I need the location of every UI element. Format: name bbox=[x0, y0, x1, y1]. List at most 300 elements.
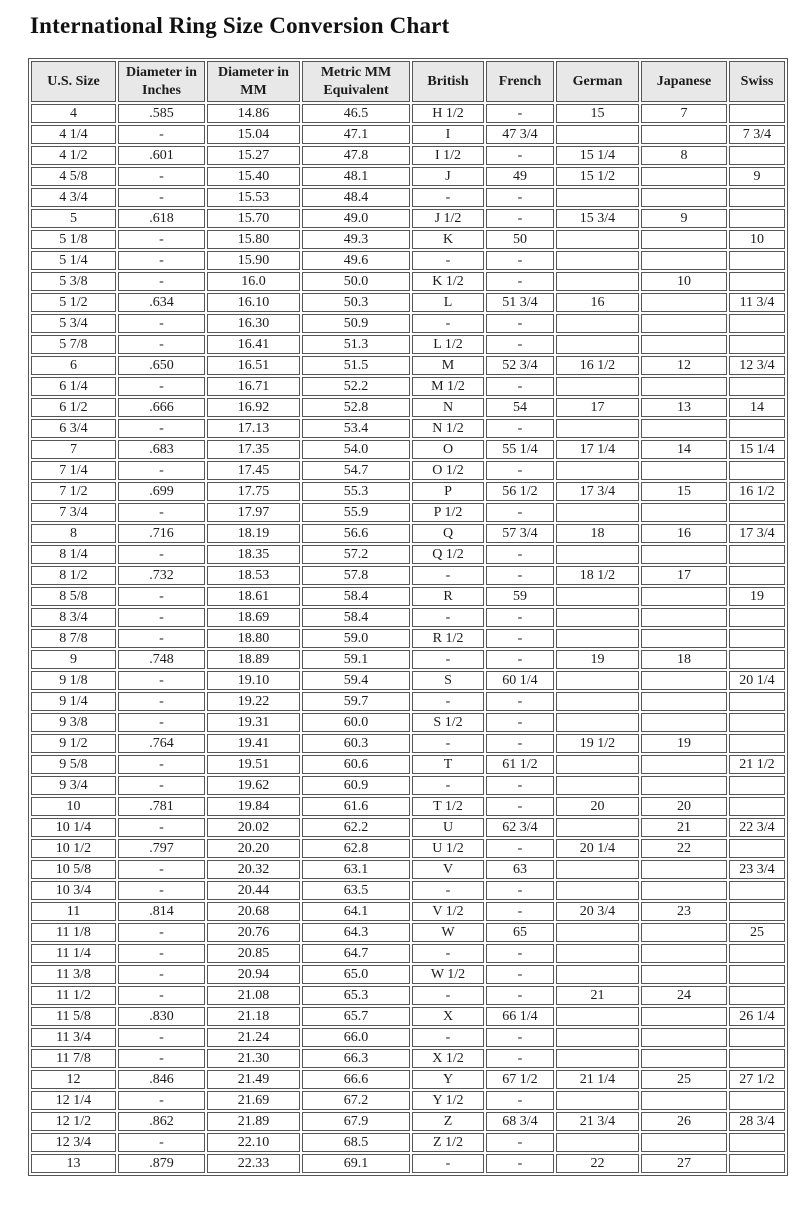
table-row bbox=[31, 1112, 785, 1131]
table-cell: 20.76 bbox=[207, 923, 300, 942]
table-cell: 21 bbox=[641, 818, 727, 837]
table-cell: 15.70 bbox=[207, 209, 300, 228]
table-cell: - bbox=[412, 881, 484, 900]
table-cell: 52 3/4 bbox=[486, 356, 554, 375]
table-cell: 27 bbox=[641, 1154, 727, 1173]
column-header-german: German bbox=[556, 61, 639, 102]
table-cell: - bbox=[118, 251, 205, 270]
table-cell: 17.97 bbox=[207, 503, 300, 522]
table-cell: 27 1/2 bbox=[729, 1070, 785, 1089]
table-cell: 20.85 bbox=[207, 944, 300, 963]
table-cell: - bbox=[486, 629, 554, 648]
table-row bbox=[31, 356, 785, 375]
table-cell: 18.53 bbox=[207, 566, 300, 585]
table-cell: 6 1/2 bbox=[31, 398, 116, 417]
table-cell: 28 3/4 bbox=[729, 1112, 785, 1131]
table-row bbox=[31, 944, 785, 963]
table-cell: 17 bbox=[556, 398, 639, 417]
ring-size-table-container bbox=[28, 58, 775, 1176]
table-row bbox=[31, 881, 785, 900]
table-cell: 7 3/4 bbox=[31, 503, 116, 522]
table-cell: - bbox=[486, 566, 554, 585]
table-cell: 18.80 bbox=[207, 629, 300, 648]
table-cell: 66.3 bbox=[302, 1049, 410, 1068]
table-cell: - bbox=[486, 209, 554, 228]
table-cell bbox=[641, 335, 727, 354]
table-row bbox=[31, 629, 785, 648]
table-cell: K bbox=[412, 230, 484, 249]
table-cell bbox=[641, 692, 727, 711]
table-cell bbox=[729, 1049, 785, 1068]
table-cell: 19.31 bbox=[207, 713, 300, 732]
table-cell: - bbox=[486, 797, 554, 816]
table-cell bbox=[729, 1091, 785, 1110]
table-cell: 17.13 bbox=[207, 419, 300, 438]
table-row bbox=[31, 419, 785, 438]
table-cell: - bbox=[412, 944, 484, 963]
table-cell bbox=[641, 314, 727, 333]
table-cell: 5 bbox=[31, 209, 116, 228]
table-cell: 49.3 bbox=[302, 230, 410, 249]
table-cell: 17.75 bbox=[207, 482, 300, 501]
table-cell: - bbox=[412, 608, 484, 627]
table-cell: 19 bbox=[729, 587, 785, 606]
table-cell bbox=[556, 125, 639, 144]
table-cell: 67.9 bbox=[302, 1112, 410, 1131]
table-cell: 20.02 bbox=[207, 818, 300, 837]
table-cell: 9 3/4 bbox=[31, 776, 116, 795]
table-cell: Z bbox=[412, 1112, 484, 1131]
table-cell: 20 bbox=[556, 797, 639, 816]
table-cell: - bbox=[118, 1028, 205, 1047]
table-cell: 25 bbox=[641, 1070, 727, 1089]
table-row bbox=[31, 902, 785, 921]
table-row bbox=[31, 713, 785, 732]
table-cell: 67 1/2 bbox=[486, 1070, 554, 1089]
table-cell: 20 1/4 bbox=[556, 839, 639, 858]
table-cell bbox=[641, 881, 727, 900]
table-cell: 22.33 bbox=[207, 1154, 300, 1173]
table-cell bbox=[556, 251, 639, 270]
header-row bbox=[31, 61, 785, 102]
table-row bbox=[31, 755, 785, 774]
table-cell: 18 1/2 bbox=[556, 566, 639, 585]
table-cell: .732 bbox=[118, 566, 205, 585]
table-cell bbox=[556, 692, 639, 711]
table-cell: 15 3/4 bbox=[556, 209, 639, 228]
table-cell bbox=[556, 503, 639, 522]
table-cell bbox=[556, 314, 639, 333]
table-cell: - bbox=[412, 734, 484, 753]
table-cell: - bbox=[486, 503, 554, 522]
table-cell: 19.41 bbox=[207, 734, 300, 753]
table-cell: - bbox=[412, 314, 484, 333]
column-header-british: British bbox=[412, 61, 484, 102]
table-cell: 57.2 bbox=[302, 545, 410, 564]
table-cell: 13 bbox=[31, 1154, 116, 1173]
table-cell: - bbox=[486, 902, 554, 921]
table-cell: 48.4 bbox=[302, 188, 410, 207]
table-cell bbox=[641, 587, 727, 606]
table-cell bbox=[641, 461, 727, 480]
table-cell: N bbox=[412, 398, 484, 417]
table-cell: 55 1/4 bbox=[486, 440, 554, 459]
table-cell bbox=[556, 188, 639, 207]
table-cell: 19.62 bbox=[207, 776, 300, 795]
table-cell: 58.4 bbox=[302, 608, 410, 627]
table-cell: 51.5 bbox=[302, 356, 410, 375]
table-cell: 51 3/4 bbox=[486, 293, 554, 312]
table-cell bbox=[556, 461, 639, 480]
table-cell: 22 bbox=[641, 839, 727, 858]
table-cell: 65.0 bbox=[302, 965, 410, 984]
table-cell: 20.44 bbox=[207, 881, 300, 900]
table-cell: 48.1 bbox=[302, 167, 410, 186]
table-cell: - bbox=[412, 650, 484, 669]
table-cell: - bbox=[486, 188, 554, 207]
table-cell bbox=[729, 272, 785, 291]
table-cell: - bbox=[118, 818, 205, 837]
table-cell bbox=[729, 713, 785, 732]
table-cell: 53.4 bbox=[302, 419, 410, 438]
table-cell: 4 3/4 bbox=[31, 188, 116, 207]
table-cell: 22 bbox=[556, 1154, 639, 1173]
table-cell: 8 bbox=[31, 524, 116, 543]
table-cell: 5 1/8 bbox=[31, 230, 116, 249]
table-cell bbox=[641, 419, 727, 438]
table-cell: L 1/2 bbox=[412, 335, 484, 354]
table-row bbox=[31, 377, 785, 396]
table-cell: 5 7/8 bbox=[31, 335, 116, 354]
table-cell: O bbox=[412, 440, 484, 459]
table-cell: 21.69 bbox=[207, 1091, 300, 1110]
table-cell: 10 bbox=[729, 230, 785, 249]
table-cell: - bbox=[118, 587, 205, 606]
table-cell: 59.4 bbox=[302, 671, 410, 690]
table-cell: W 1/2 bbox=[412, 965, 484, 984]
table-cell bbox=[641, 713, 727, 732]
table-cell: P 1/2 bbox=[412, 503, 484, 522]
table-cell: 9 3/8 bbox=[31, 713, 116, 732]
table-body bbox=[31, 104, 785, 1173]
table-cell: S bbox=[412, 671, 484, 690]
table-cell: 26 1/4 bbox=[729, 1007, 785, 1026]
table-cell: - bbox=[486, 776, 554, 795]
table-cell bbox=[556, 1007, 639, 1026]
table-cell: 15 1/2 bbox=[556, 167, 639, 186]
table-cell: 15 bbox=[556, 104, 639, 123]
table-cell: 16 1/2 bbox=[729, 482, 785, 501]
table-cell: 64.3 bbox=[302, 923, 410, 942]
table-cell: 18.89 bbox=[207, 650, 300, 669]
table-cell: 4 1/4 bbox=[31, 125, 116, 144]
table-cell: 21.49 bbox=[207, 1070, 300, 1089]
table-cell: - bbox=[118, 377, 205, 396]
table-cell: 55.3 bbox=[302, 482, 410, 501]
table-cell: - bbox=[412, 1028, 484, 1047]
table-cell bbox=[556, 545, 639, 564]
table-cell: 4 bbox=[31, 104, 116, 123]
table-cell: 18.35 bbox=[207, 545, 300, 564]
table-cell: I bbox=[412, 125, 484, 144]
table-row bbox=[31, 797, 785, 816]
table-cell: 6 1/4 bbox=[31, 377, 116, 396]
table-cell: O 1/2 bbox=[412, 461, 484, 480]
table-cell: 9 1/4 bbox=[31, 692, 116, 711]
table-cell: - bbox=[486, 734, 554, 753]
table-cell: 21 bbox=[556, 986, 639, 1005]
table-cell: - bbox=[118, 230, 205, 249]
table-cell: 20 bbox=[641, 797, 727, 816]
table-cell: 60.6 bbox=[302, 755, 410, 774]
table-cell bbox=[641, 1049, 727, 1068]
table-cell: 15.80 bbox=[207, 230, 300, 249]
table-cell: - bbox=[486, 944, 554, 963]
table-cell: 8 3/4 bbox=[31, 608, 116, 627]
table-row bbox=[31, 146, 785, 165]
table-cell bbox=[556, 1028, 639, 1047]
table-cell bbox=[556, 587, 639, 606]
table-cell: 11 3/4 bbox=[729, 293, 785, 312]
table-cell: 8 1/4 bbox=[31, 545, 116, 564]
table-row bbox=[31, 587, 785, 606]
table-cell bbox=[729, 881, 785, 900]
table-cell: 14.86 bbox=[207, 104, 300, 123]
table-cell: 51.3 bbox=[302, 335, 410, 354]
table-cell: 24 bbox=[641, 986, 727, 1005]
table-cell: S 1/2 bbox=[412, 713, 484, 732]
table-cell: 8 1/2 bbox=[31, 566, 116, 585]
table-cell: 11 5/8 bbox=[31, 1007, 116, 1026]
table-cell: 54 bbox=[486, 398, 554, 417]
table-cell bbox=[556, 881, 639, 900]
table-cell: 10 5/8 bbox=[31, 860, 116, 879]
table-cell: - bbox=[118, 503, 205, 522]
table-cell bbox=[729, 902, 785, 921]
table-cell: 15.27 bbox=[207, 146, 300, 165]
table-cell: X 1/2 bbox=[412, 1049, 484, 1068]
table-cell: 7 1/2 bbox=[31, 482, 116, 501]
table-cell bbox=[641, 1007, 727, 1026]
table-cell: - bbox=[118, 671, 205, 690]
table-cell: 14 bbox=[641, 440, 727, 459]
table-cell: 9 1/2 bbox=[31, 734, 116, 753]
table-cell bbox=[729, 251, 785, 270]
table-cell: 17.45 bbox=[207, 461, 300, 480]
table-cell: - bbox=[118, 545, 205, 564]
table-cell: 60.0 bbox=[302, 713, 410, 732]
table-cell: - bbox=[486, 965, 554, 984]
table-cell: 20 3/4 bbox=[556, 902, 639, 921]
table-cell: 21.30 bbox=[207, 1049, 300, 1068]
ring-size-conversion-table bbox=[28, 58, 788, 1176]
table-cell: .846 bbox=[118, 1070, 205, 1089]
table-cell: 16.0 bbox=[207, 272, 300, 291]
table-cell: - bbox=[118, 629, 205, 648]
table-cell: 61.6 bbox=[302, 797, 410, 816]
table-cell bbox=[556, 1091, 639, 1110]
table-cell: .830 bbox=[118, 1007, 205, 1026]
table-cell: - bbox=[118, 188, 205, 207]
table-cell: 5 1/4 bbox=[31, 251, 116, 270]
table-row bbox=[31, 440, 785, 459]
table-cell: 5 3/4 bbox=[31, 314, 116, 333]
table-cell: 59 bbox=[486, 587, 554, 606]
table-cell: .683 bbox=[118, 440, 205, 459]
table-cell: - bbox=[486, 314, 554, 333]
table-cell: 9 1/8 bbox=[31, 671, 116, 690]
table-cell: 65 bbox=[486, 923, 554, 942]
table-cell: 9 bbox=[641, 209, 727, 228]
table-cell: 60 1/4 bbox=[486, 671, 554, 690]
column-header-diameter-inches: Diameter in Inches bbox=[118, 61, 205, 102]
table-cell: 54.0 bbox=[302, 440, 410, 459]
table-cell: - bbox=[118, 314, 205, 333]
table-cell: 52.8 bbox=[302, 398, 410, 417]
table-cell bbox=[641, 923, 727, 942]
table-cell: 21 1/2 bbox=[729, 755, 785, 774]
table-cell: 11 7/8 bbox=[31, 1049, 116, 1068]
table-row bbox=[31, 692, 785, 711]
table-row bbox=[31, 1154, 785, 1173]
table-row bbox=[31, 1070, 785, 1089]
table-cell: - bbox=[486, 272, 554, 291]
table-cell bbox=[556, 419, 639, 438]
table-cell: 5 3/8 bbox=[31, 272, 116, 291]
table-cell: 46.5 bbox=[302, 104, 410, 123]
table-cell bbox=[556, 1049, 639, 1068]
table-row bbox=[31, 776, 785, 795]
column-header-swiss: Swiss bbox=[729, 61, 785, 102]
table-cell: - bbox=[118, 335, 205, 354]
table-cell bbox=[641, 944, 727, 963]
table-row bbox=[31, 314, 785, 333]
table-cell: - bbox=[486, 545, 554, 564]
table-cell: - bbox=[412, 188, 484, 207]
table-cell: 14 bbox=[729, 398, 785, 417]
table-cell: T bbox=[412, 755, 484, 774]
table-cell: 8 7/8 bbox=[31, 629, 116, 648]
table-cell: .716 bbox=[118, 524, 205, 543]
table-row bbox=[31, 671, 785, 690]
table-cell bbox=[729, 608, 785, 627]
table-cell: - bbox=[412, 251, 484, 270]
table-cell bbox=[729, 503, 785, 522]
table-cell bbox=[641, 776, 727, 795]
table-cell bbox=[556, 230, 639, 249]
table-row bbox=[31, 482, 785, 501]
table-cell: J 1/2 bbox=[412, 209, 484, 228]
table-cell: 7 bbox=[641, 104, 727, 123]
table-cell: - bbox=[486, 839, 554, 858]
table-cell bbox=[556, 776, 639, 795]
table-cell bbox=[641, 545, 727, 564]
table-cell: - bbox=[118, 125, 205, 144]
table-cell: 18.61 bbox=[207, 587, 300, 606]
table-row bbox=[31, 650, 785, 669]
table-cell: I 1/2 bbox=[412, 146, 484, 165]
table-cell: .650 bbox=[118, 356, 205, 375]
table-row bbox=[31, 545, 785, 564]
table-cell: 50 bbox=[486, 230, 554, 249]
table-cell: 62 3/4 bbox=[486, 818, 554, 837]
table-cell: 21.24 bbox=[207, 1028, 300, 1047]
table-cell: 49.0 bbox=[302, 209, 410, 228]
table-row bbox=[31, 209, 785, 228]
table-cell: 20.32 bbox=[207, 860, 300, 879]
table-cell: 19.22 bbox=[207, 692, 300, 711]
table-row bbox=[31, 734, 785, 753]
table-cell: M 1/2 bbox=[412, 377, 484, 396]
table-cell: 67.2 bbox=[302, 1091, 410, 1110]
table-row bbox=[31, 461, 785, 480]
table-cell: 21.08 bbox=[207, 986, 300, 1005]
table-cell: - bbox=[486, 1133, 554, 1152]
table-cell: 57.8 bbox=[302, 566, 410, 585]
table-cell: - bbox=[118, 608, 205, 627]
table-header bbox=[31, 61, 785, 102]
table-cell: - bbox=[412, 566, 484, 585]
table-cell: 16 1/2 bbox=[556, 356, 639, 375]
table-cell bbox=[729, 965, 785, 984]
table-cell: - bbox=[118, 755, 205, 774]
table-cell: 25 bbox=[729, 923, 785, 942]
table-cell bbox=[556, 818, 639, 837]
table-cell: P bbox=[412, 482, 484, 501]
table-cell: 15 1/4 bbox=[556, 146, 639, 165]
table-cell: 54.7 bbox=[302, 461, 410, 480]
table-cell: - bbox=[486, 1091, 554, 1110]
table-cell bbox=[641, 230, 727, 249]
table-cell: 16 bbox=[556, 293, 639, 312]
table-row bbox=[31, 230, 785, 249]
table-cell: 59.7 bbox=[302, 692, 410, 711]
table-row bbox=[31, 188, 785, 207]
table-cell: .585 bbox=[118, 104, 205, 123]
table-cell: 17.35 bbox=[207, 440, 300, 459]
table-cell: 18.69 bbox=[207, 608, 300, 627]
table-cell: - bbox=[412, 776, 484, 795]
table-cell bbox=[556, 755, 639, 774]
table-cell bbox=[641, 629, 727, 648]
table-cell bbox=[556, 377, 639, 396]
table-cell: 15.04 bbox=[207, 125, 300, 144]
table-cell: 15.90 bbox=[207, 251, 300, 270]
table-cell: 18 bbox=[641, 650, 727, 669]
table-cell bbox=[729, 335, 785, 354]
table-cell: - bbox=[118, 419, 205, 438]
table-cell bbox=[729, 566, 785, 585]
table-cell: 7 3/4 bbox=[729, 125, 785, 144]
table-cell: - bbox=[118, 692, 205, 711]
table-cell: 60.9 bbox=[302, 776, 410, 795]
table-cell: 12 3/4 bbox=[31, 1133, 116, 1152]
table-cell: 20.68 bbox=[207, 902, 300, 921]
table-cell: - bbox=[118, 776, 205, 795]
table-cell: 47.1 bbox=[302, 125, 410, 144]
table-cell: N 1/2 bbox=[412, 419, 484, 438]
table-cell: - bbox=[118, 944, 205, 963]
table-cell bbox=[556, 860, 639, 879]
table-row bbox=[31, 1007, 785, 1026]
table-cell bbox=[729, 734, 785, 753]
table-cell: L bbox=[412, 293, 484, 312]
table-cell: - bbox=[486, 335, 554, 354]
table-row bbox=[31, 398, 785, 417]
table-cell: 22.10 bbox=[207, 1133, 300, 1152]
table-cell bbox=[729, 839, 785, 858]
table-cell: 55.9 bbox=[302, 503, 410, 522]
